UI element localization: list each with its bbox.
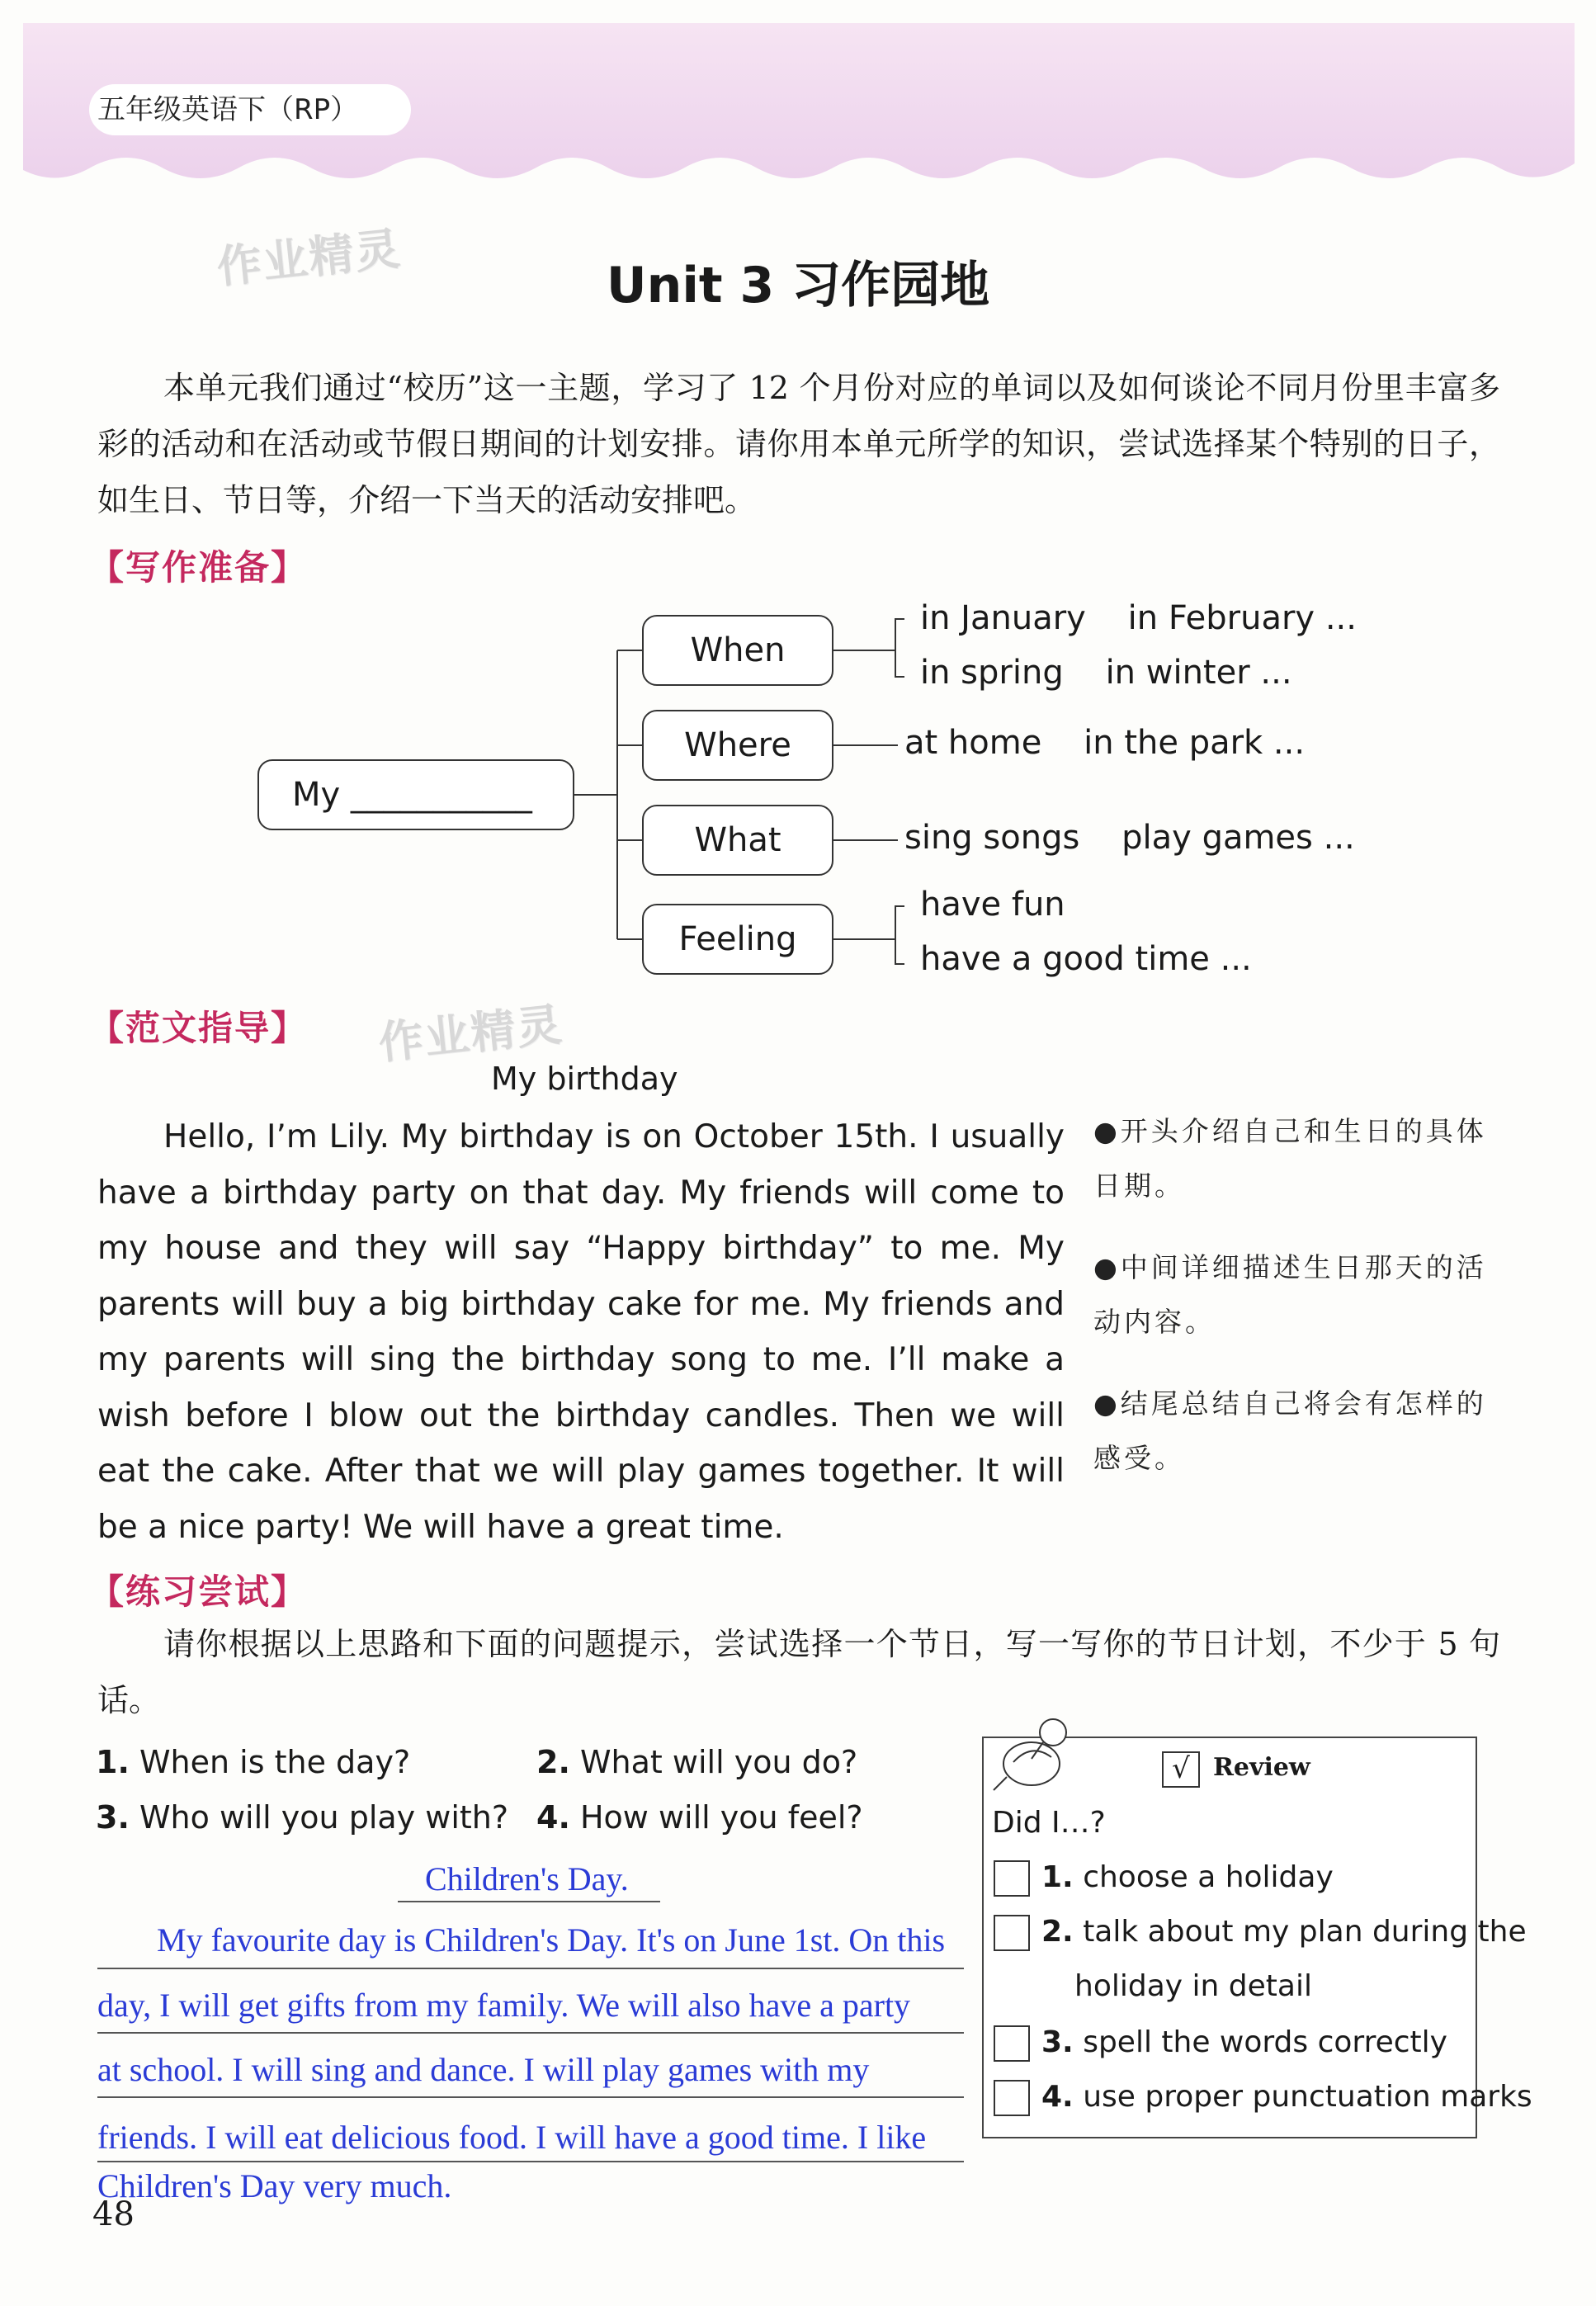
answer-line-2: day, I will get gifts from my family. We will also have a party <box>97 1987 911 2024</box>
check-icon: √ <box>1162 1751 1200 1788</box>
writing-rule <box>97 2161 964 2162</box>
intro-paragraph: 本单元我们通过“校历”这一主题，学习了 12 个月份对应的单词以及如何谈论不同月份里丰富多彩的活动和在活动或节假日期间的计划安排。请你用本单元所学的知识，尝试选择某个特别的日子，如生日、节日等，介绍一下当天的活动安排吧。 <box>97 370 1500 518</box>
question-1: 1. When is the day? <box>96 1744 411 1780</box>
mind-map-item: sing songs play games ... <box>904 819 1355 857</box>
review-item-2-cont: holiday in detail <box>1074 1969 1312 2003</box>
review-title: Review <box>1213 1753 1310 1782</box>
practice-instruction: 请你根据以上思路和下面的问题提示，尝试选择一个节日，写一写你的节日计划，不少于 5 句话。 <box>97 1626 1500 1718</box>
section-heading-practice: 【练习尝试】 <box>89 1571 308 1612</box>
mind-map-what: What <box>642 805 833 876</box>
model-essay <box>97 1109 1065 1555</box>
mind-map-item: in spring in winter ... <box>920 654 1292 692</box>
mind-map-item: at home in the park ... <box>904 724 1306 762</box>
answer-line-3: at school. I will sing and dance. I will play games with my <box>97 2051 870 2088</box>
review-checkbox-2[interactable] <box>994 1915 1030 1951</box>
review-item-2: 2. talk about my plan during the <box>1041 1915 1527 1949</box>
mind-map-where: Where <box>642 710 833 781</box>
watermark: 作业精灵 <box>375 998 566 1070</box>
review-item-1: 1. choose a holiday <box>1041 1860 1334 1894</box>
book-label: 五年级英语下（RP） <box>89 84 411 135</box>
review-item-3: 3. spell the words correctly <box>1041 2025 1447 2059</box>
section-heading-prep: 【写作准备】 <box>89 547 308 588</box>
question-2: 2. What will you do? <box>536 1744 858 1780</box>
section-heading-model: 【范文指导】 <box>89 1008 308 1048</box>
pushpin-icon <box>989 1713 1079 1795</box>
review-prompt: Did I…? <box>992 1806 1106 1840</box>
review-checkbox-4[interactable] <box>994 2080 1030 2116</box>
title-rule <box>398 1901 660 1902</box>
mind-map-item: have fun <box>920 886 1065 924</box>
mind-map-item: in January in February ... <box>920 599 1357 637</box>
note-ending: ●结尾总结自己将会有怎样的感受。 <box>1093 1387 1487 1474</box>
review-item-4: 4. use proper punctuation marks <box>1041 2080 1532 2114</box>
note-opening: ●开头介绍自己和生日的具体日期。 <box>1093 1115 1487 1202</box>
answer-title: Children's Day. <box>425 1860 629 1897</box>
mind-map-feeling: Feeling <box>642 904 833 975</box>
answer-line-1: My favourite day is Children's Day. It's on June 1st. On this <box>157 1921 946 1959</box>
review-checkbox-3[interactable] <box>994 2025 1030 2062</box>
page-title: Unit 3 习作园地 <box>606 257 990 314</box>
mind-map-when: When <box>642 615 833 686</box>
mind-map-center: My ___________ <box>257 759 574 830</box>
question-3: 3. Who will you play with? <box>96 1799 509 1836</box>
question-4: 4. How will you feel? <box>536 1799 863 1836</box>
mind-map-item: have a good time ... <box>920 940 1252 978</box>
writing-rule <box>97 2096 964 2098</box>
watermark: 作业精灵 <box>214 222 404 294</box>
page-number: 48 <box>92 2195 135 2233</box>
writing-rule <box>97 1968 964 1969</box>
review-checkbox-1[interactable] <box>994 1860 1030 1897</box>
essay-title: My birthday <box>491 1061 678 1097</box>
model-essay-text: Hello, I’m Lily. My birthday is on October 15th. I usually have a birthday party on that day. My friends will come to my house and they will say “Happy birthday” to me. My parents will buy a big birthday cake for me. My friends and my parents will sing the birthday song to me. I’ll make a wish before I blow out the birthday candles. Then we will eat the cake. After that we will play games together. It will be a nice party! We will have a great time. <box>97 1118 1065 1546</box>
writing-rule <box>97 2032 964 2034</box>
answer-line-4: friends. I will eat delicious food. I will have a good time. I like <box>97 2119 927 2156</box>
answer-line-5: Children's Day very much. <box>97 2167 452 2204</box>
note-middle: ●中间详细描述生日那天的活动内容。 <box>1093 1251 1487 1338</box>
